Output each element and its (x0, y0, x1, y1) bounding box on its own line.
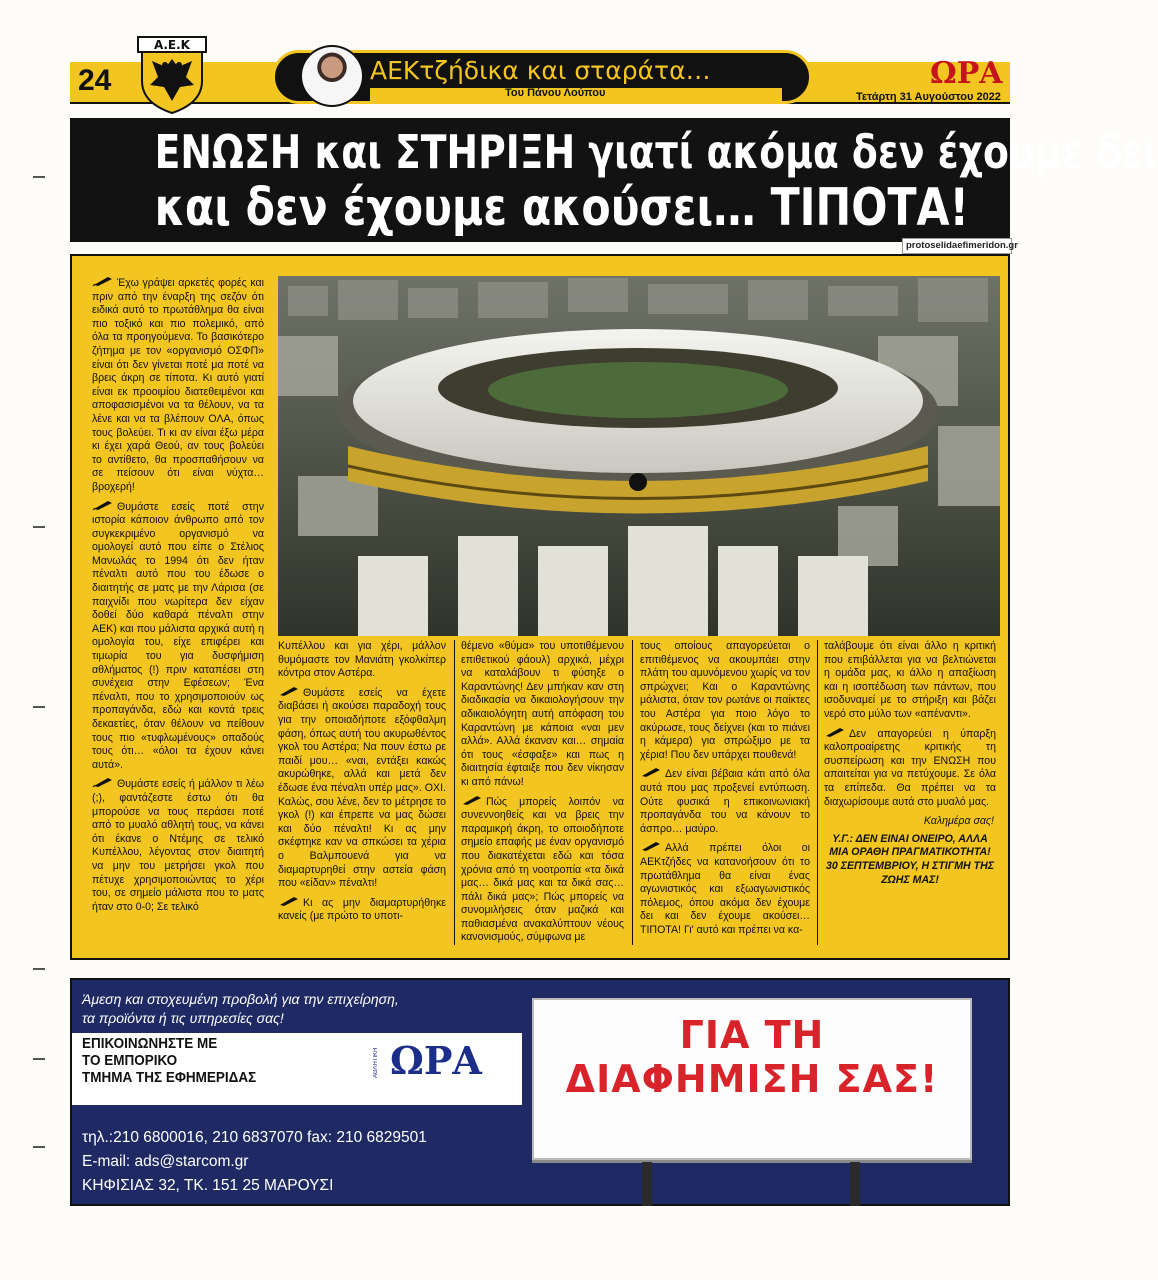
pen-icon (92, 776, 114, 788)
article-column-3 (461, 640, 624, 949)
ad-logo: ΩΡΑ (390, 1038, 482, 1083)
column-rule (632, 640, 633, 945)
paragraph: Πώς μπορείς λοιπόν να συνεννοηθείς και να βρεις την παραμικρή άκρη, το οποιοδήποτε σημείο επαφής με έναν οργανισμό που διακατέχεται εδώ και τόσα χρόνια από τη νοοτροπία «τα δικά μας… δικά μας και τα δικά σας… πάλι δικά μας»; Πώς μπορείς να συνομιλήσεις όταν μαζικά και παθιασμένα ανακαλύπτουν νέους κανονισμούς, σύμφωνα με (461, 795, 624, 944)
column-title: ΑΕΚτζήδικα και σταράτα… (370, 56, 711, 85)
ad-logo-tag: ΑΘΛΗΤΙΚΗ (373, 1047, 379, 1078)
column-rule (817, 640, 818, 945)
aek-crest-logo (134, 35, 210, 115)
author-photo (300, 45, 364, 107)
margin-mark (33, 968, 45, 970)
pen-icon (278, 895, 300, 907)
margin-mark (33, 526, 45, 528)
watermark: protoselidaefimeridon.gr (902, 238, 1012, 254)
margin-mark (33, 176, 45, 178)
billboard-line-2: ΔΙΑΦΗΜΙΣΗ ΣΑΣ! (565, 1057, 939, 1101)
paragraph: Δεν είναι βέβαια κάτι από όλα αυτά που μας προξενεί εντύπωση. Ούτε φυσικά η επικοινωνιακή προπαγάνδα του να κάνουν το άσπρο… μαύρο. (640, 768, 810, 835)
ad-info (82, 1126, 427, 1198)
margin-mark (33, 706, 45, 708)
headline-line-1: ΕΝΩΣΗ και ΣΤΗΡΙΞΗ γιατί ακόμα δεν έχουμε δει (154, 125, 1158, 179)
paragraph: Αλλά πρέπει όλοι οι ΑΕΚτζήδες να κατανοήσουν ότι το πρωτάθλημα θα είναι ένας αγωνιστικός και εξωαγωνιστικός πόλεμος, όπου ακόμα δεν έχουμε δει και δεν έχουμε ακούσει… ΤΙΠΟΤΑ! Γι' αυτό και πρέπει να κα- (640, 842, 810, 936)
article-column-5 (824, 640, 996, 891)
ad-contact-1: ΕΠΙΚΟΙΝΩΝΗΣΤΕ ΜΕ (82, 1035, 218, 1052)
ad-contact-2: ΤΟ ΕΜΠΟΡΙΚΟ (82, 1052, 178, 1069)
paragraph: Θυμάστε εσείς να έχετε διαβάσει ή ακούσει παραδοχή τους για την οποιαδήποτε εξόφθαλμη φάση, όπως αυτή του ακυρωθέντος γκολ του Αστέρα; Να πουν έστω ρε παιδί μου… «ναι, εντάξει κακώς ακυρώθηκε, αλλά και μετά δεν έδωσε ένα πέναλτι υπέρ μας». ΟΧΙ. Καλώς, σου λένε, δεν το μέτρησε το γκολ (!) και έπρεπε να μας δώσει και δύο πέναλτι! Κι ας μην σκέφτηκε καν να σπκώσει τα χέρια ο Βαλμπουενά για να διαμαρτυρηθεί στην αστεία φάση που «είδαν» πέναλτι! (278, 686, 446, 890)
billboard-pole (850, 1162, 860, 1206)
ad-tagline-2: τα προϊόντα ή τις υπηρεσίες σας! (82, 1010, 284, 1026)
paragraph: Έχω γράψει αρκετές φορές και πριν από την έναρξη της σεζόν ότι ειδικά αυτό το πρωτάθλημα θα είναι πιο τοξικό και πιο πολεμικό, από όλα τα προηγούμενα. Το βασικότερο ζήτημα με τον «οργανισμό ΟΣΦΠ» είναι ότι δεν γίνεται ποτέ μα ποτέ να βρεις άκρη σε τίποτα. Κι αυτό γιατί είναι εκ προοιμίου διατεθειμένοι και αποφασισμένοι να τα θέλουν, να τα λένε και να τα βλέπουν ΟΛΑ, όπως τους βολεύει. Τι κι αν είναι έξω μέρα κι έχει χαρά Θεού, αν τους βολεύει το αντίθετο, θα προσπαθήσουν να σε πείσουν ότι είναι νύχτα… βροχερή! (92, 277, 264, 493)
postscript: Υ.Γ.: ΔΕΝ ΕΙΝΑΙ ΟΝΕΙΡΟ, ΑΛΛΑ ΜΙΑ ΟΡΑΘΗ ΠΡΑΓΜΑΤΙΚΟΤΗΤΑ! 30 ΣΕΠΤΕΜΒΡΙΟΥ, Η ΣΤΙΓΜΗ ΤΗΣ ΖΩΗΣ ΜΑΣ! (826, 832, 994, 886)
column-rule (454, 640, 455, 945)
margin-mark (33, 1146, 45, 1148)
pen-icon (278, 685, 300, 697)
ad-contact (82, 1035, 256, 1086)
pen-icon (824, 726, 846, 738)
paragraph: Κυπέλλου και για χέρι, μάλλον θυμόμαστε τον Μανιάτη γκολκίπερ κόντρα στον Αστέρα. (278, 640, 446, 680)
crest-text: Α.Ε.Κ (154, 38, 190, 52)
pen-icon (640, 840, 662, 852)
ad-tagline (82, 990, 399, 1028)
ad-tagline-1: Άμεση και στοχευμένη προβολή για την επιχείρηση, (82, 991, 399, 1007)
paragraph: Δεν απαγορεύει η ύπαρξη καλοπροαίρετης κριτικής τη συσπείρωση και την ΕΝΩΣΗ που απαιτείται για να πετύχουμε. Σε όλα τα επίπεδα. Θα πρέπει να τα διαχωρίσουμε αυτά στο μυαλό μας. (824, 727, 996, 808)
paragraph: τους οποίους απαγορεύεται ο επιτιθέμενος να ακουμπάει στην πλάτη του αμυνόμενου χωρίς να τον σπρώχνει; Και ο Καραντώνης μάλιστα, όταν τον ρωτάνε οι παίκτες του Αστέρα για ποιο λόγο το ακύρωσε, τους δείχνει (και το πιάνει η κάμερα) για σπρώξιμο με τα χέρια! Που δεν υπάρχει πουθενά! (640, 640, 810, 761)
headline-line-2: και δεν έχουμε ακούσει… ΤΙΠΟΤΑ! (154, 178, 969, 238)
billboard-line-1: ΓΙΑ ΤΗ (679, 1013, 825, 1057)
pen-icon (92, 499, 114, 511)
article-column-1 (92, 275, 264, 918)
page-number: 24 (78, 64, 112, 97)
article-column-4 (640, 640, 810, 941)
article-column-2 (278, 640, 446, 928)
billboard-pole (642, 1162, 652, 1206)
ad-phone: τηλ.:210 6800016, 210 6837070 fax: 210 6829501 (82, 1129, 427, 1146)
paragraph: Κι ας μην διαμαρτυρήθηκε κανείς (με πρώτο το υποτι- (278, 896, 446, 923)
paragraph: θέμενο «θύμα» του υποτιθέμενου επιθετικού φάουλ) αρχικά, μέχρι να καταλάβουν τι φύσηξε ο Καραντώνης! Δεν μπήκαν καν στη διαδικασία να δικαιολογήσουν την αδικαιολόγητη αυτή απόφαση του Καραντώνη με κάποια «ναι μεν αλλά». Αλλά έκαναν και… σημαία ότι τους «έσφαξε» και πως η διαιτησία έφταιξε που δεν νίκησαν κι από πάνω! (461, 640, 624, 788)
issue-date: Τετάρτη 31 Αυγούστου 2022 (856, 91, 1001, 103)
ad-email: E-mail: ads@starcom.gr (82, 1153, 249, 1170)
pen-icon (92, 275, 114, 287)
pen-icon (461, 794, 483, 806)
author-name: Του Πάνου Λούπου (505, 87, 606, 99)
ad-contact-3: ΤΜΗΜΑ ΤΗΣ ΕΦΗΜΕΡΙΔΑΣ (82, 1069, 257, 1086)
billboard-text (532, 1013, 972, 1101)
newspaper-logo: ΩΡΑ (930, 56, 1003, 91)
pen-icon (640, 766, 662, 778)
paragraph: Θυμάστε εσείς ή μάλλον τι λέω (;), φαντάζεστε έστω ότι θα μπορούσε να τους περάσει ποτέ από το μυαλό αθλητή τους, να κάνει ότι έκανε ο Ντέμης σε τελικό Κυπέλλου, λέγοντας στον διαιτητή να μην του μετρήσει γκολ που πέτυχε χρησιμοποιώντας το χέρι του, σε σημείο μάλιστα που το ματς ήταν στο 0-0; Σε τελικό (92, 778, 264, 913)
ad-address: ΚΗΦΙΣΙΑΣ 32, ΤΚ. 151 25 ΜΑΡΟΥΣΙ (82, 1177, 334, 1194)
stadium-photo (278, 276, 1000, 636)
paragraph: ταλάβουμε ότι είναι άλλο η κριτική που επιβάλλεται για να βελτιώνεται η ομάδα μας, κι άλλο η απαξίωση και η ισοπέδωση των πάντων, που ισοδυναμεί με το στήριξη και βάζει νερό στο μύλο των «απέναντι». (824, 640, 996, 720)
greeting: Καλημέρα σας! (923, 815, 994, 828)
margin-mark (33, 1058, 45, 1060)
paragraph: Θυμάστε εσείς ποτέ στην ιστορία κάποιον άνθρωπο από τον συγκεκριμένο οργανισμό να ομολογεί αυτό που είπε ο Στέλιος Μανωλάς το 1994 ότι δεν ήταν πέναλτι αυτό που του έδωσε ο διαιτητής σε ματς με την Λάρισα (σε παιχνίδι που νωρίτερα δεν είχαν δοθεί δύο καθαρά πέναλτι στην ΑΕΚ) και που μάλιστα αρχικά αυτή η ομολογία του, είχε επιφέρει και τιμωρία του για δυσφήμιση αθλήματος (!) πριν καταπέσει στη συνέχεια στην Εφέσεων; Ένα πέναλτι, που το χρησιμοποιούν ως προπαγάνδα, εδώ και κοντά τρεις δεκαετίες, όταν θέλουν να πείθουν τους πιο «τυφλωμένους» οπαδούς τους ότι… «όλοι τα έχουν κάνει αυτά». (92, 500, 264, 771)
headline (154, 124, 1158, 238)
